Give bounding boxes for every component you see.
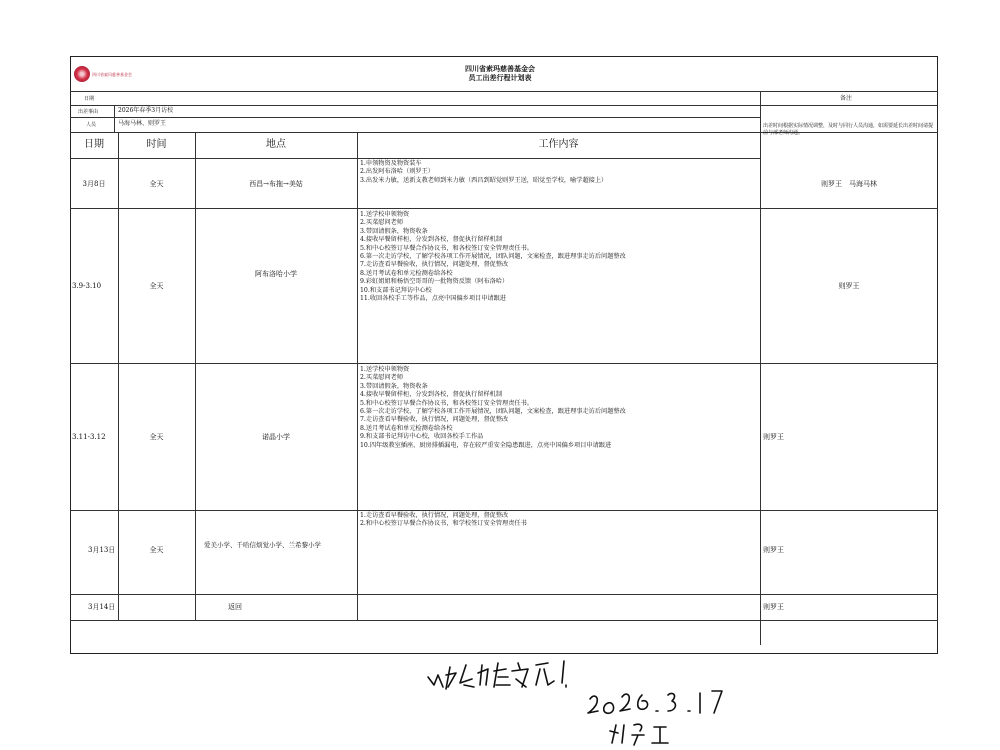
- logo-caption: 四川省索玛慈善基金会: [92, 71, 132, 77]
- list-item: 8.送月考试卷和单元检测卷给各校: [360, 269, 453, 277]
- header-time: 时间: [146, 139, 167, 150]
- remarks-label: 备注: [840, 95, 853, 102]
- divider: [70, 208, 938, 209]
- divider: [70, 620, 938, 621]
- remarks-note: 出差时间根据实际情况调整，及时与同行人员沟通，如需要延长出差时间请提前与部老师沟通。: [763, 123, 934, 136]
- row-date: 3月14日: [88, 603, 116, 611]
- row-items: [360, 366, 626, 450]
- purpose-label: 出差事由: [78, 109, 99, 115]
- divider: [114, 105, 115, 132]
- row-place: 爱美小学、千哈信烦觉小学、兰希黎小学: [204, 541, 321, 549]
- list-item: 3.出发米力敏，送新支教老师到米力敏（西昌到昭觉则罗王送，昭觉至学校，喻学超接上）: [360, 176, 608, 184]
- people-label: 人员: [86, 122, 97, 128]
- date-label: 日期: [84, 96, 95, 102]
- row-time: 全天: [149, 180, 164, 188]
- list-item: 5.和中心校签订早餐合作协议书，和各校签订安全管理责任书。: [360, 244, 533, 252]
- list-item: 4.接收早餐留样柜，分发到各校，督促执行留样机制: [360, 236, 503, 244]
- row-time: 全天: [149, 282, 164, 290]
- people-value: 马海马林、则罗王: [118, 120, 167, 127]
- divider: [70, 510, 938, 511]
- divider: [357, 132, 358, 620]
- row-note: 则罗王: [763, 546, 784, 554]
- header-date: 日期: [84, 139, 104, 150]
- divider: [70, 594, 938, 595]
- row-place: 诺晶小学: [262, 433, 290, 441]
- row-date: 3.11-3.12: [72, 433, 106, 441]
- list-item: 2.出发阿布洛哈（则罗王）: [360, 168, 434, 176]
- row-note: 则罗王: [763, 603, 784, 611]
- list-item: 6.第一次走访学校，了解学校各项工作开展情况，团队问题，文案检查，跟进理事走访后问题整改: [360, 253, 626, 261]
- row-time: 全天: [149, 546, 164, 554]
- document-title: 四川省索玛慈善基金会: [465, 64, 535, 73]
- list-item: 1.申领物资及物资装车: [360, 160, 422, 167]
- list-item: 1.走访查看早餐验收，执行情况，问题处理，督促整改: [360, 512, 509, 519]
- purpose-value: 2026年春季3月访校: [118, 107, 174, 114]
- list-item: 2.买菜慰问老师: [360, 219, 404, 227]
- row-items: [360, 211, 626, 303]
- row-date: 3.9-3.10: [72, 282, 102, 290]
- divider: [70, 158, 760, 159]
- divider: [70, 91, 938, 92]
- list-item: 6.第一次走访学校，了解学校各项工作开展情况，团队问题，文案检查，跟进理事走访后问题整改: [360, 408, 626, 416]
- divider: [70, 117, 760, 118]
- list-item: 3.带回请假条，物资收条: [360, 227, 428, 235]
- list-item: 7.走访查看早餐验收，执行情况，问题处理，督促整改: [360, 261, 509, 269]
- list-item: 11.收回各校手工等作品，点亮中国偏乡项目申请跟进: [360, 295, 506, 303]
- row-note: 则罗王: [763, 433, 784, 441]
- divider: [760, 91, 761, 645]
- header-content: 工作内容: [538, 139, 579, 150]
- list-item: 1.送学校申领物资: [360, 366, 410, 373]
- list-item: 3.带回请假条，物资收条: [360, 382, 428, 390]
- handwritten-signature: [420, 655, 740, 750]
- list-item: 1.送学校申领物资: [360, 211, 410, 218]
- header-place: 地点: [266, 139, 286, 150]
- list-item: 2.买菜慰问老师: [360, 374, 404, 382]
- row-note: 则罗王: [838, 282, 860, 290]
- row-place: 西昌→布拖→美姑: [249, 180, 303, 188]
- divider: [70, 105, 938, 106]
- list-item: 5.和中心校签订早餐合作协议书，和各校签订安全管理责任书。: [360, 399, 533, 407]
- list-item: 7.走访查看早餐验收，执行情况，问题处理，督促整改: [360, 416, 509, 424]
- list-item: 8.送月考试卷和单元检测卷给各校: [360, 424, 453, 432]
- list-item: 10.和支部书记拜访中心校: [360, 286, 432, 294]
- row-date: 3月8日: [82, 180, 106, 188]
- row-place: 阿布洛哈小学: [255, 270, 297, 278]
- divider: [195, 132, 196, 620]
- row-date: 3月13日: [88, 546, 116, 554]
- row-time: 返回: [228, 603, 242, 611]
- list-item: 4.接收早餐留样柜，分发到各校，督促执行留样机制: [360, 391, 503, 399]
- row-items: [360, 512, 527, 529]
- list-item: 10.四年级教室插座，厨房排插漏电，存在较严重安全隐患跟进，点亮中国偏乡项目申请跟进: [360, 441, 612, 449]
- list-item: 9.彩虹姐姐和杨悟空哥哥的一批物资反馈（阿布洛哈）: [360, 278, 509, 286]
- row-note: 则罗王 马海马林: [821, 180, 877, 188]
- row-time: 全天: [149, 433, 164, 441]
- list-item: 2.和中心校签订早餐合作协议书，和学校签订安全管理责任书: [360, 520, 527, 528]
- divider: [70, 363, 938, 364]
- list-item: 9.和支部书记拜访中心校，收回各校手工作品: [360, 433, 484, 441]
- row-items: [360, 160, 607, 185]
- document-subtitle: 员工出差行程计划表: [468, 73, 532, 82]
